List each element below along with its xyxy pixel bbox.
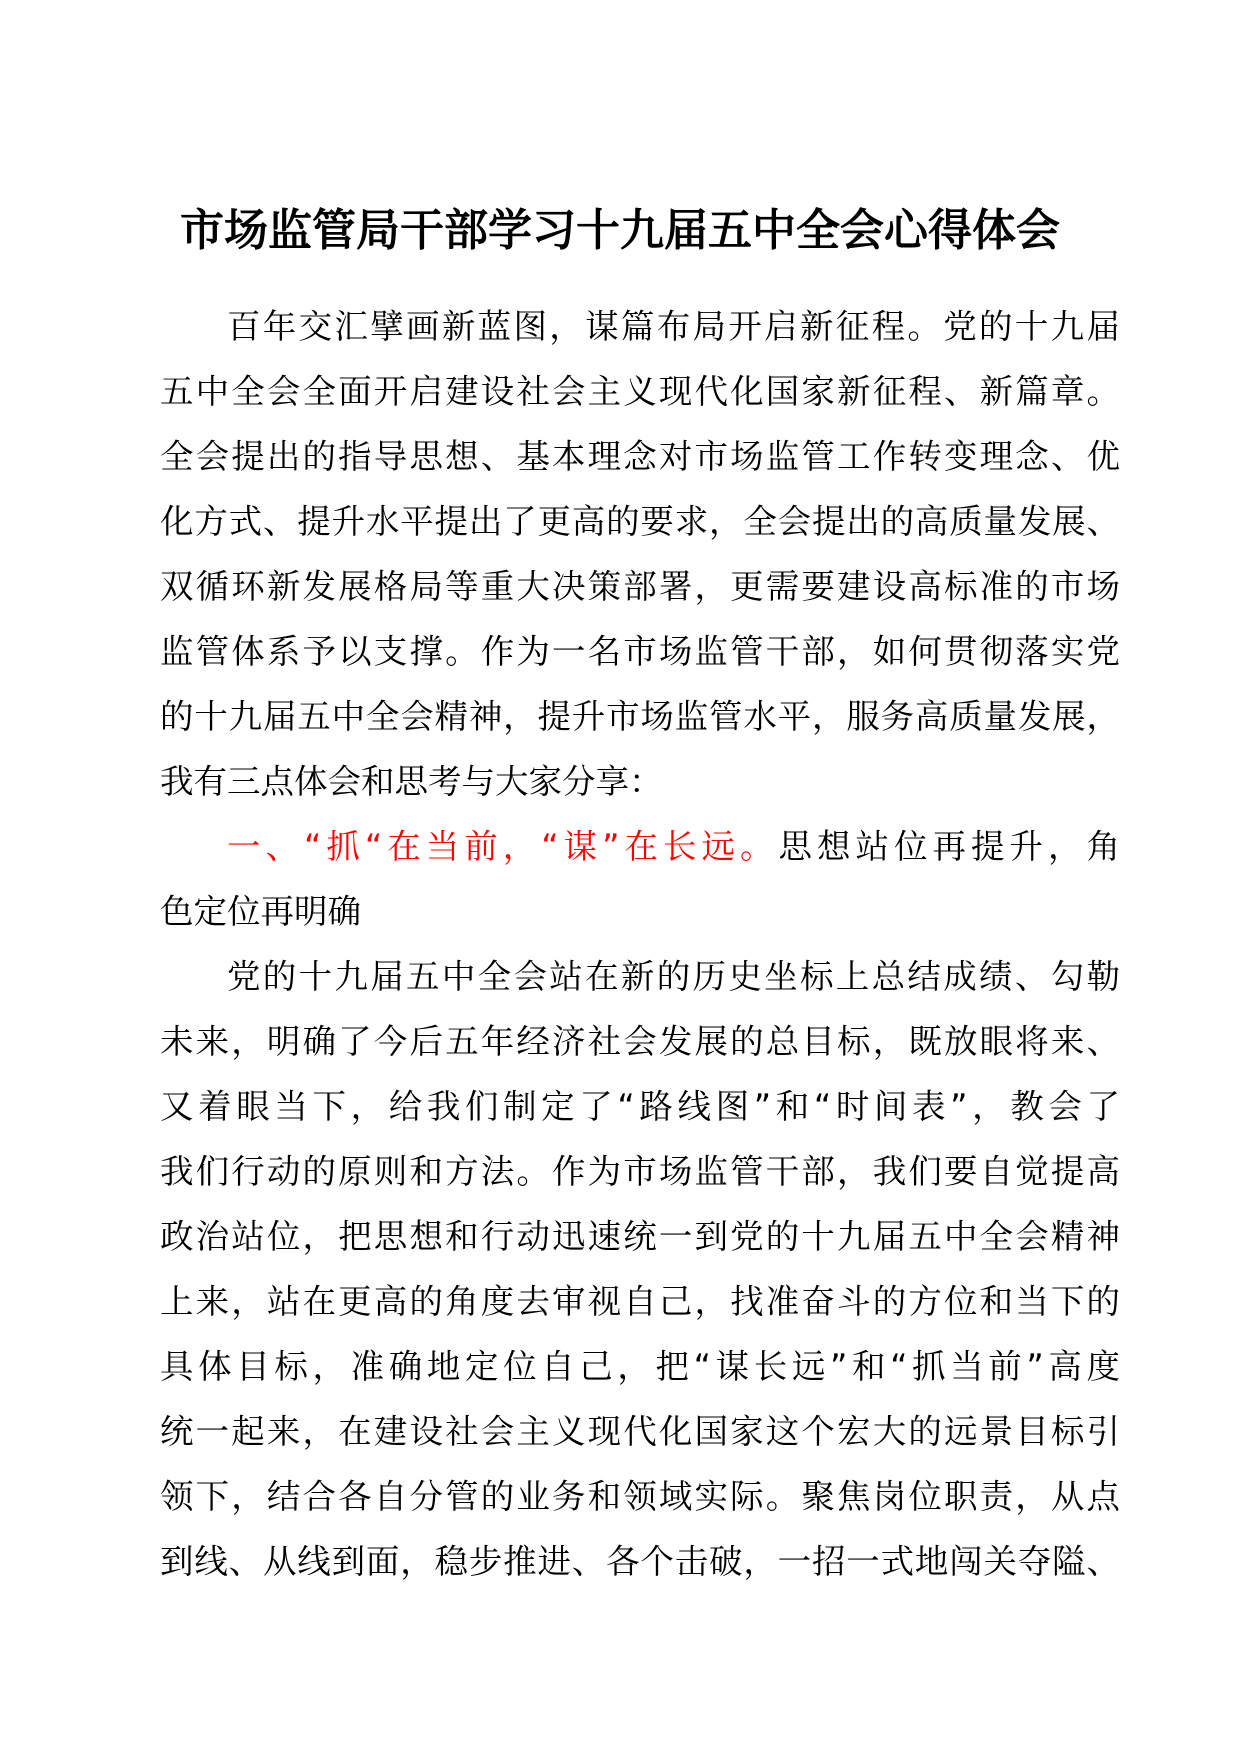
paragraph-body <box>160 944 1120 1594</box>
text-line: 的十九届五中全会精神，提升市场监管水平，服务高质量发展， <box>160 697 1120 736</box>
text-line: 党的十九届五中全会站在新的历史坐标上总结成绩、勾勒 <box>227 957 1120 996</box>
text-line: 政治站位，把思想和行动迅速统一到党的十九届五中全会精神 <box>160 1217 1120 1256</box>
text-line: 领下，结合各自分管的业务和领域实际。聚焦岗位职责，从点 <box>160 1477 1120 1516</box>
text-line: 未来，明确了今后五年经济社会发展的总目标，既放眼将来、 <box>160 1022 1120 1061</box>
text-line: 监管体系予以支撑。作为一名市场监管干部，如何贯彻落实党 <box>160 632 1120 671</box>
text-line: 又着眼当下，给我们制定了“路线图”和“时间表”，教会了 <box>160 1087 1120 1126</box>
text-line: 上来，站在更高的角度去审视自己，找准奋斗的方位和当下的 <box>160 1282 1120 1321</box>
text-line: 我有三点体会和思考与大家分享： <box>160 762 663 801</box>
text-line: 统一起来，在建设社会主义现代化国家这个宏大的远景目标引 <box>160 1412 1120 1451</box>
document-title: 市场监管局干部学习十九届五中全会心得体会 <box>180 205 1060 256</box>
text-line: 化方式、提升水平提出了更高的要求，全会提出的高质量发展、 <box>160 502 1120 541</box>
heading-line: 色定位再明确 <box>160 892 361 931</box>
paragraph-intro <box>160 294 1120 814</box>
text-line: 我们行动的原则和方法。作为市场监管干部，我们要自觉提高 <box>160 1152 1120 1191</box>
text-line: 百年交汇擘画新蓝图，谋篇布局开启新征程。党的十九届 <box>227 307 1120 346</box>
section-heading <box>160 814 1120 944</box>
text-line: 五中全会全面开启建设社会主义现代化国家新征程、新篇章。 <box>160 372 1120 411</box>
heading-red-text: 一、“抓“在当前，“谋”在长远。 <box>227 827 779 866</box>
text-line: 双循环新发展格局等重大决策部署，更需要建设高标准的市场 <box>160 567 1120 606</box>
text-line: 具体目标，准确地定位自己，把“谋长远”和“抓当前”高度 <box>160 1347 1120 1386</box>
document-body <box>160 294 1120 1594</box>
heading-black-text: 思想站位再提升，角 <box>778 827 1121 866</box>
text-line: 全会提出的指导思想、基本理念对市场监管工作转变理念、优 <box>160 437 1120 476</box>
text-line: 到线、从线到面，稳步推进、各个击破，一招一式地闯关夺隘、 <box>160 1542 1120 1581</box>
heading-line <box>160 814 1120 879</box>
